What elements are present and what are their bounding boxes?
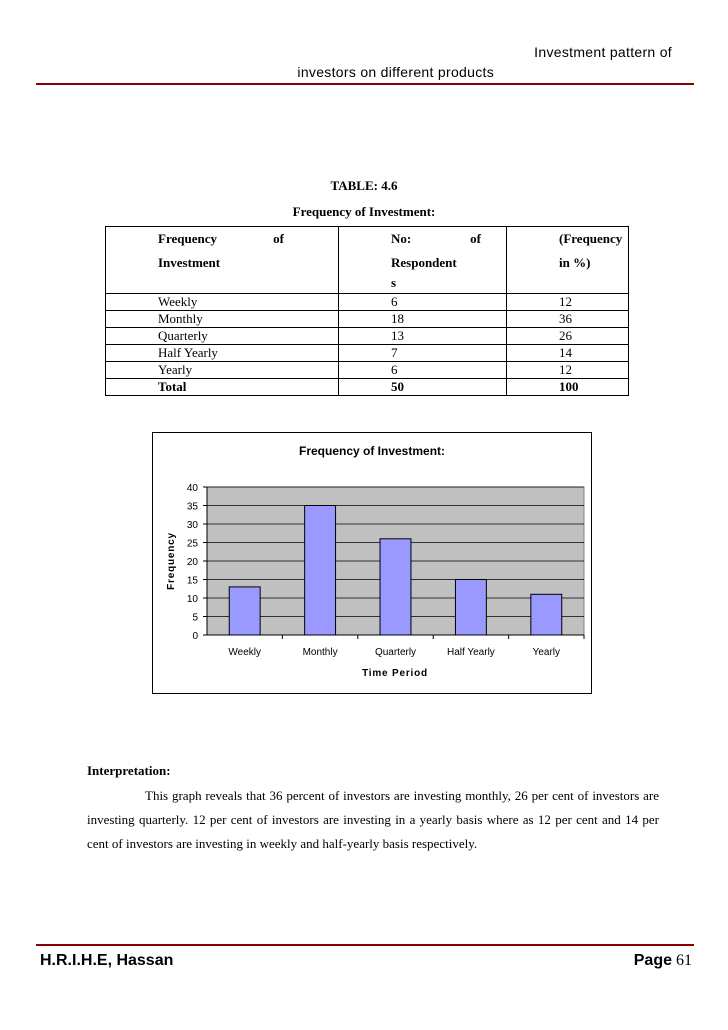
row-count: 7 xyxy=(339,345,507,362)
bar-quarterly xyxy=(380,539,411,635)
interpretation-heading: Interpretation: xyxy=(87,763,171,778)
y-tick-label: 35 xyxy=(186,501,198,513)
row-label: Half Yearly xyxy=(106,345,339,362)
table-row xyxy=(106,328,629,345)
y-tick-label: 20 xyxy=(186,557,198,568)
page-number: 61 xyxy=(676,952,692,969)
y-tick-label: 40 xyxy=(186,483,198,494)
header-text: s xyxy=(391,275,397,290)
header-text: of xyxy=(470,231,481,246)
table-subtitle: Frequency of Investment: xyxy=(292,204,436,219)
frequency-table xyxy=(105,226,629,401)
row-count: 18 xyxy=(339,311,507,328)
header-cell-respondents xyxy=(339,227,507,294)
header-text: (Frequency xyxy=(559,231,623,246)
header-text: Investment xyxy=(158,255,221,270)
chart-title: Frequency of Investment: xyxy=(298,444,446,458)
header-text: Frequency xyxy=(158,231,217,246)
x-axis-label: Time Period xyxy=(362,668,428,679)
y-tick-label: 0 xyxy=(192,631,198,642)
row-percent: 36 xyxy=(507,311,629,328)
table-row xyxy=(106,362,629,379)
x-tick-label: Monthly xyxy=(302,647,338,658)
header-cell-percent xyxy=(507,227,629,294)
interpretation-text: This graph reveals that 36 percent of investors are investing monthly, 26 per cent of investors are investing quarterly. 12 per cent of investors are investing in a yearly basis where as 12 per cent and 14 per cent of investors are investing in weekly and half-yearly basis respectively. xyxy=(87,788,659,851)
total-label: Total xyxy=(106,379,339,396)
row-count: 13 xyxy=(339,328,507,345)
bar-yearly xyxy=(531,594,562,635)
header-rule xyxy=(36,83,694,85)
header-text: No: xyxy=(391,231,412,246)
x-tick-label: Weekly xyxy=(228,647,262,658)
row-percent: 26 xyxy=(507,328,629,345)
table-row xyxy=(106,345,629,362)
row-count: 6 xyxy=(339,362,507,379)
running-header-line-2: investors on different products xyxy=(297,64,494,80)
table-total-row xyxy=(106,379,629,396)
bar-chart xyxy=(152,432,592,694)
bar-half-yearly xyxy=(455,580,486,636)
header-text: Respondent xyxy=(391,255,457,270)
table-caption: TABLE: 4.6 xyxy=(330,178,398,193)
footer-rule xyxy=(36,944,694,946)
header-cell-frequency xyxy=(106,227,339,294)
y-tick-label: 25 xyxy=(186,538,198,550)
row-label: Yearly xyxy=(106,362,339,379)
row-label: Quarterly xyxy=(106,328,339,345)
header-text: in %) xyxy=(559,255,591,270)
y-axis-label: Frequency xyxy=(166,532,177,590)
row-percent: 12 xyxy=(507,294,629,311)
bar-monthly xyxy=(305,506,336,636)
y-tick-label: 30 xyxy=(186,520,198,531)
row-percent: 12 xyxy=(507,362,629,379)
header-text: of xyxy=(273,231,284,246)
x-tick-label: Quarterly xyxy=(374,647,417,658)
row-label: Monthly xyxy=(106,311,339,328)
row-label: Weekly xyxy=(106,294,339,311)
bar-weekly xyxy=(229,587,260,635)
x-tick-label: Half Yearly xyxy=(446,647,495,658)
footer-institution: H.R.I.H.E, Hassan xyxy=(40,952,174,969)
table-row xyxy=(106,294,629,311)
y-tick-label: 10 xyxy=(186,594,198,605)
y-tick-label: 5 xyxy=(192,612,198,624)
table-header-row xyxy=(106,227,629,294)
footer-page xyxy=(0,952,692,970)
row-percent: 14 xyxy=(507,345,629,362)
table-row xyxy=(106,311,629,328)
running-header-line-1: Investment pattern of xyxy=(534,44,672,60)
y-tick-label: 15 xyxy=(186,575,198,587)
total-count: 50 xyxy=(339,379,507,396)
page-word: Page xyxy=(633,952,672,969)
total-percent: 100 xyxy=(507,379,629,396)
x-tick-label: Yearly xyxy=(532,647,561,658)
row-count: 6 xyxy=(339,294,507,311)
